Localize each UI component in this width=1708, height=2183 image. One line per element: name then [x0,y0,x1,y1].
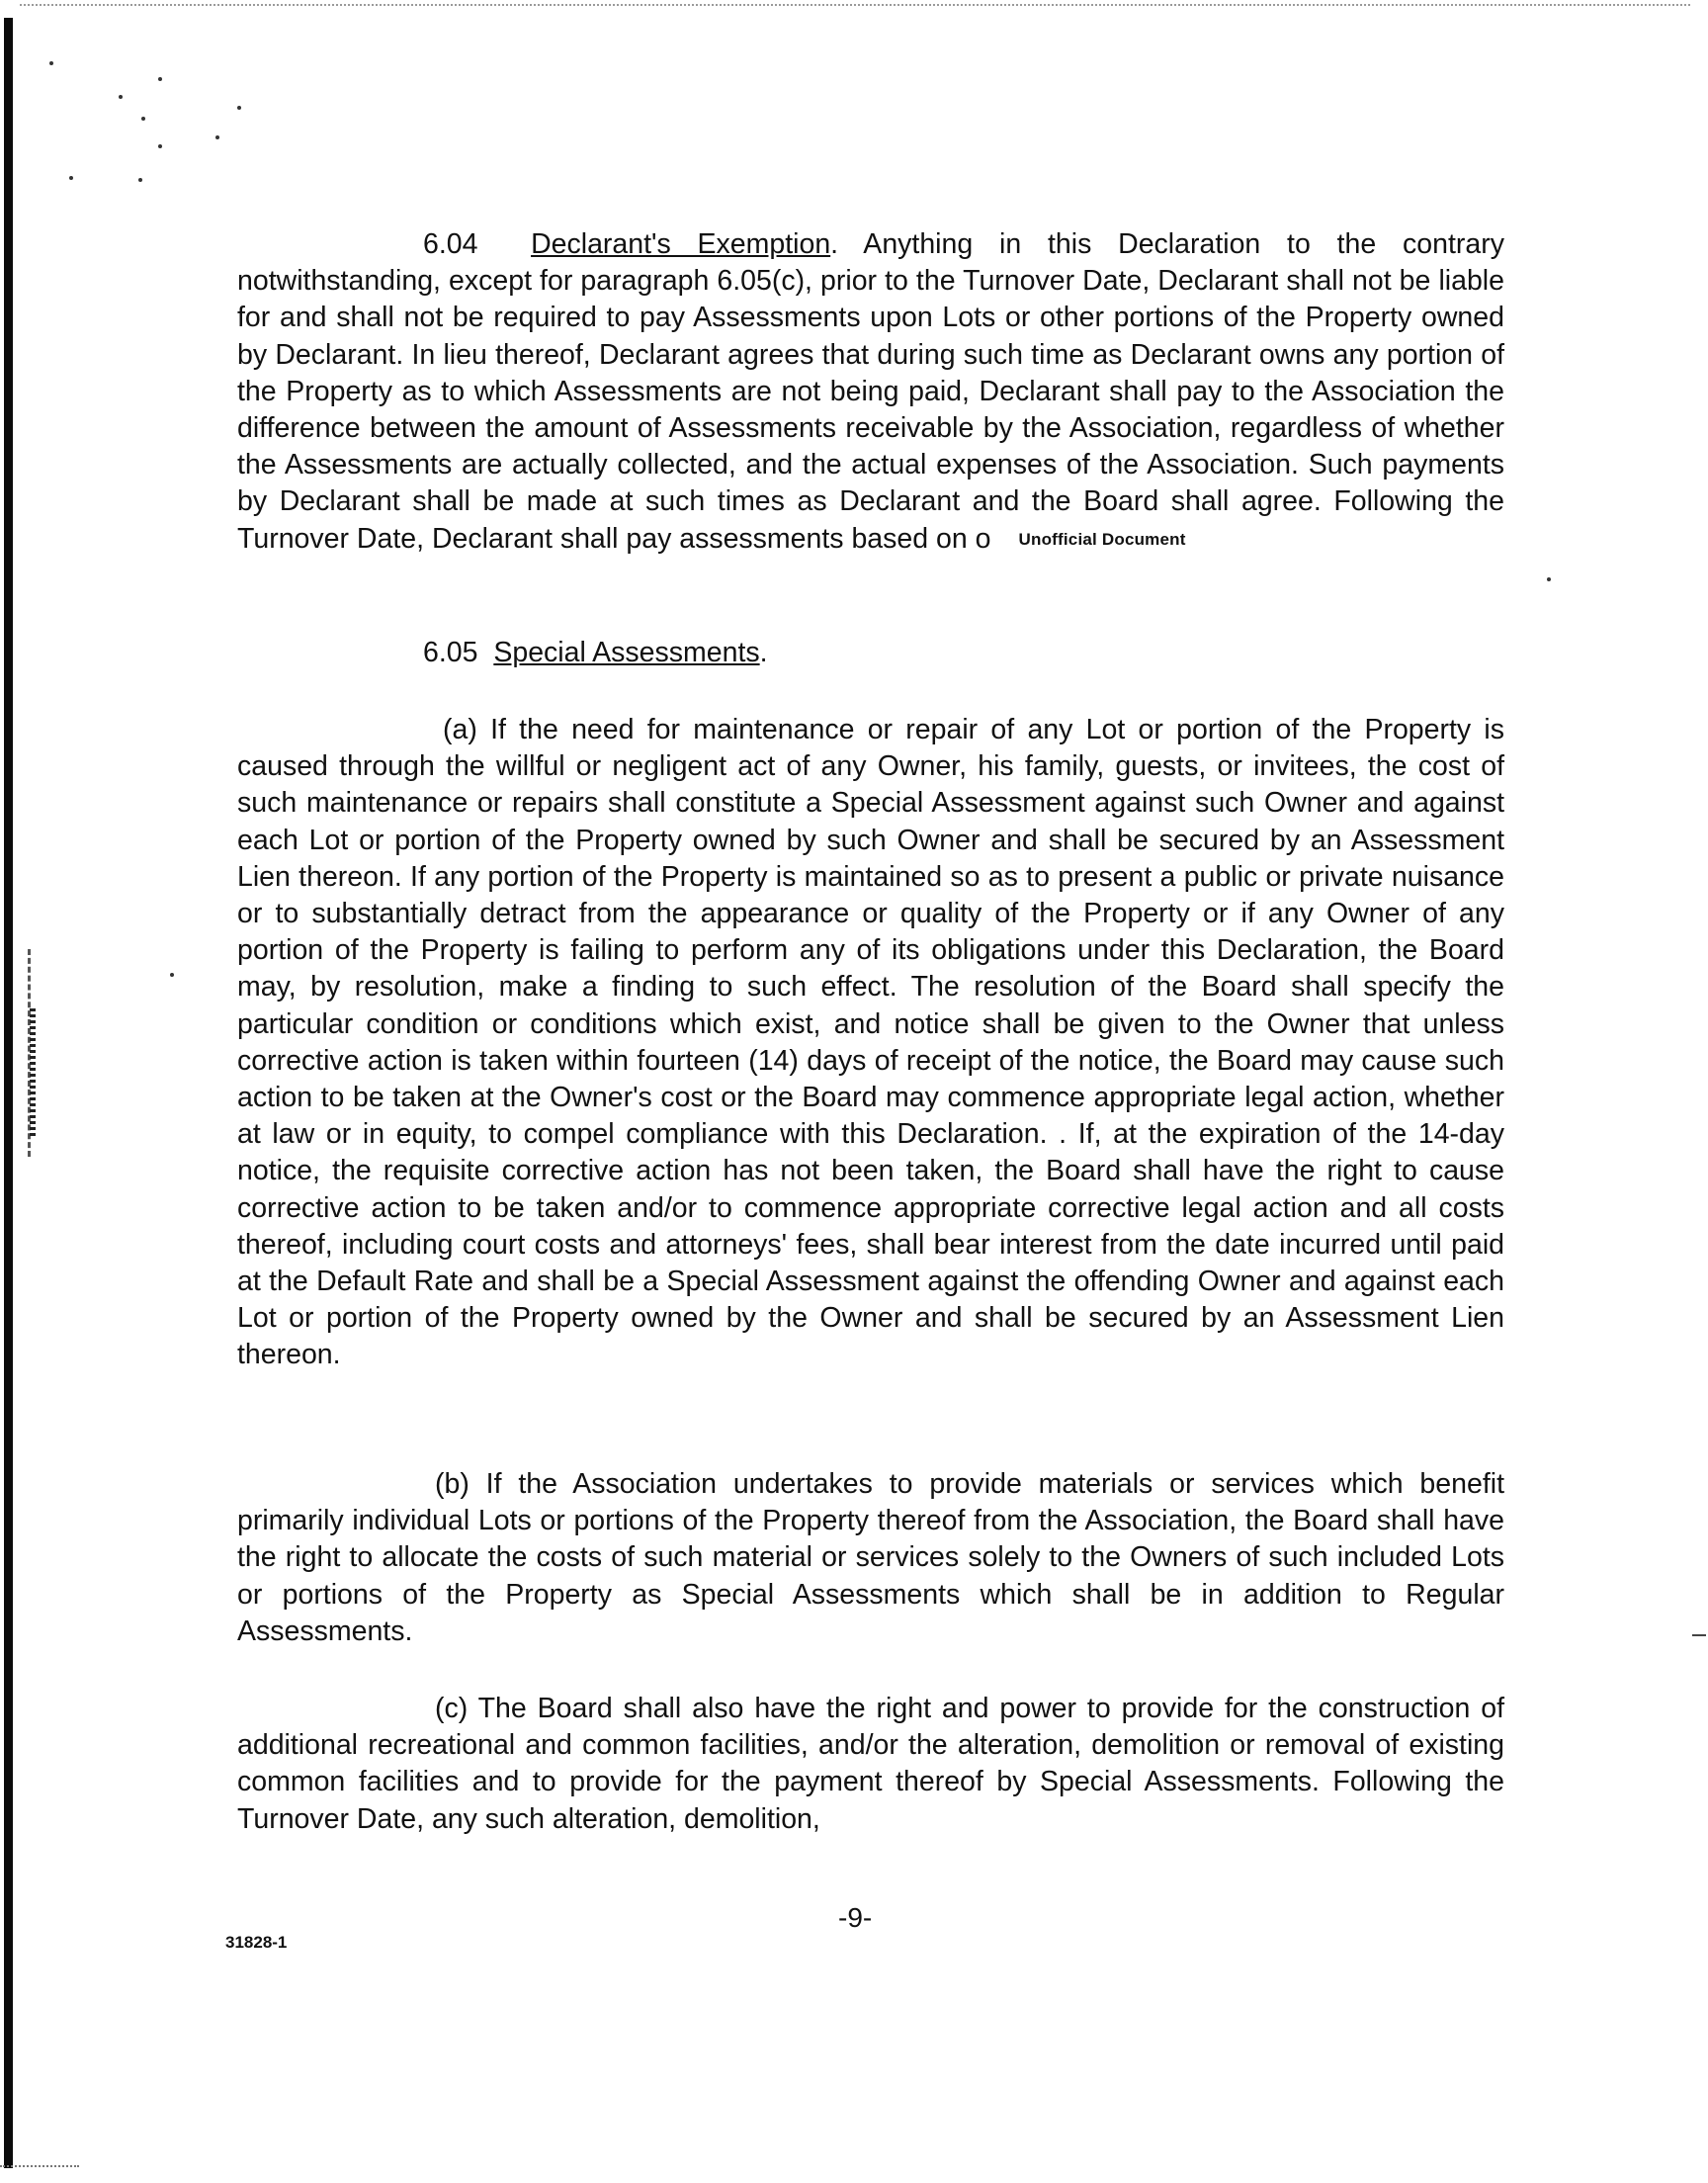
unofficial-document-stamp: Unofficial Document [1018,529,1186,549]
scan-speck [237,106,241,110]
section-6-05-para-a [237,712,1504,1374]
scan-bottom-edge [0,2165,79,2167]
scan-margin-mark-dense [30,1008,36,1137]
scan-top-edge [20,4,1690,6]
scan-edge-bar [4,18,13,2168]
scan-speck [49,61,53,65]
scan-speck [1547,577,1551,581]
section-6-05-para-b [237,1466,1504,1650]
para-b-text: (b) If the Association undertakes to provide materials or services which benefit primarily individual Lots or portions of the Property thereof from the Association, the Board shall have the right to allocate the costs of such material or services solely to the Owners of such included Lots or portions of the Property as Special Assessments which shall be in addition to Regular Assessments. [237,1468,1504,1647]
para-c-text: (c) The Board shall also have the right and power to provide for the construction of additional recreational and common facilities, and/or the alteration, demolition or removal of existing common facilities and to provide for the payment thereof by Special Assessments. Following the Turnover Date, any such alteration, demolition, [237,1693,1504,1835]
scan-speck [215,135,219,139]
section-6-04 [237,226,1504,558]
scan-speck [170,973,174,977]
scan-speck [141,117,145,121]
scan-speck [69,176,73,180]
document-code: 31828-1 [225,1933,288,1952]
section-6-05-title: Special Assessments [493,637,760,668]
section-6-04-number: 6.04 [423,228,478,260]
para-a-text: (a) If the need for maintenance or repair of any Lot or portion of the Property is caused through the willful or negligent act of any Owner, his family, guests, or invitees, the cost of such maintenance or repairs shall constitute a Special Assessment against such Owner and against each Lot or portion of the Property owned by such Owner and shall be secured by an Assessment Lien thereon. If any portion of the Property is maintained so as to present a public or private nuisance or to substantially detract from the appearance or quality of the Property or if any Owner of any portion of the Property is failing to perform any of its obligations under this Declaration, the Board may, by resolution, make a finding to such effect. The resolution of the Board shall specify the particular condition or conditions which exist, and notice shall be given to the Owner that unless corrective action is taken within fourteen (14) days of receipt of the notice, the Board may cause such action to be taken at the Owner's cost or the Board may commence appropriate legal action, whether at law or in equity, to compel compliance with this Declaration. . If, at the expiration of the 14-day notice, the requisite corrective action has not been taken, the Board shall have the right to cause corrective action to be taken and/or to commence appropriate corrective legal action and all costs thereof, including court costs and attorneys' fees, shall bear interest from the date incurred until paid at the Default Rate and shall be a Special Assessment against the offending Owner and against each Lot or portion of the Property owned by the Owner and shall be secured by an Assessment Lien thereon. [237,714,1504,1371]
section-6-04-body: . Anything in this Declaration to the contrary notwithstanding, except for paragraph 6.05(c), prior to the Turnover Date, Declarant shall not be liable for and shall not be required to pay Assessments upon Lots or other portions of the Property owned by Declarant. In lieu thereof, Declarant agrees that during such time as Declarant owns any portion of the Property as to which Assessments are not being paid, Declarant shall pay to the Association the difference between the amount of Assessments receivable by the Association, regardless of whether the Assessments are actually collected, and the actual expenses of the Association. Such payments by Declarant shall be made at such times as Declarant and the Board shall agree. Following the Turnover Date, Declarant shall pay assessments based on o [237,228,1504,555]
section-6-05-heading [423,635,768,671]
section-6-04-title: Declarant's Exemption [531,228,831,260]
page-number: -9- [838,1902,873,1933]
scan-right-dash [1692,1634,1706,1636]
scan-speck [138,178,142,182]
section-6-05-para-c [237,1691,1504,1838]
section-6-05-title-suffix: . [759,637,768,668]
scan-speck [158,144,162,148]
scan-speck [119,95,123,99]
scan-speck [158,77,162,81]
section-6-05-number: 6.05 [423,637,478,668]
